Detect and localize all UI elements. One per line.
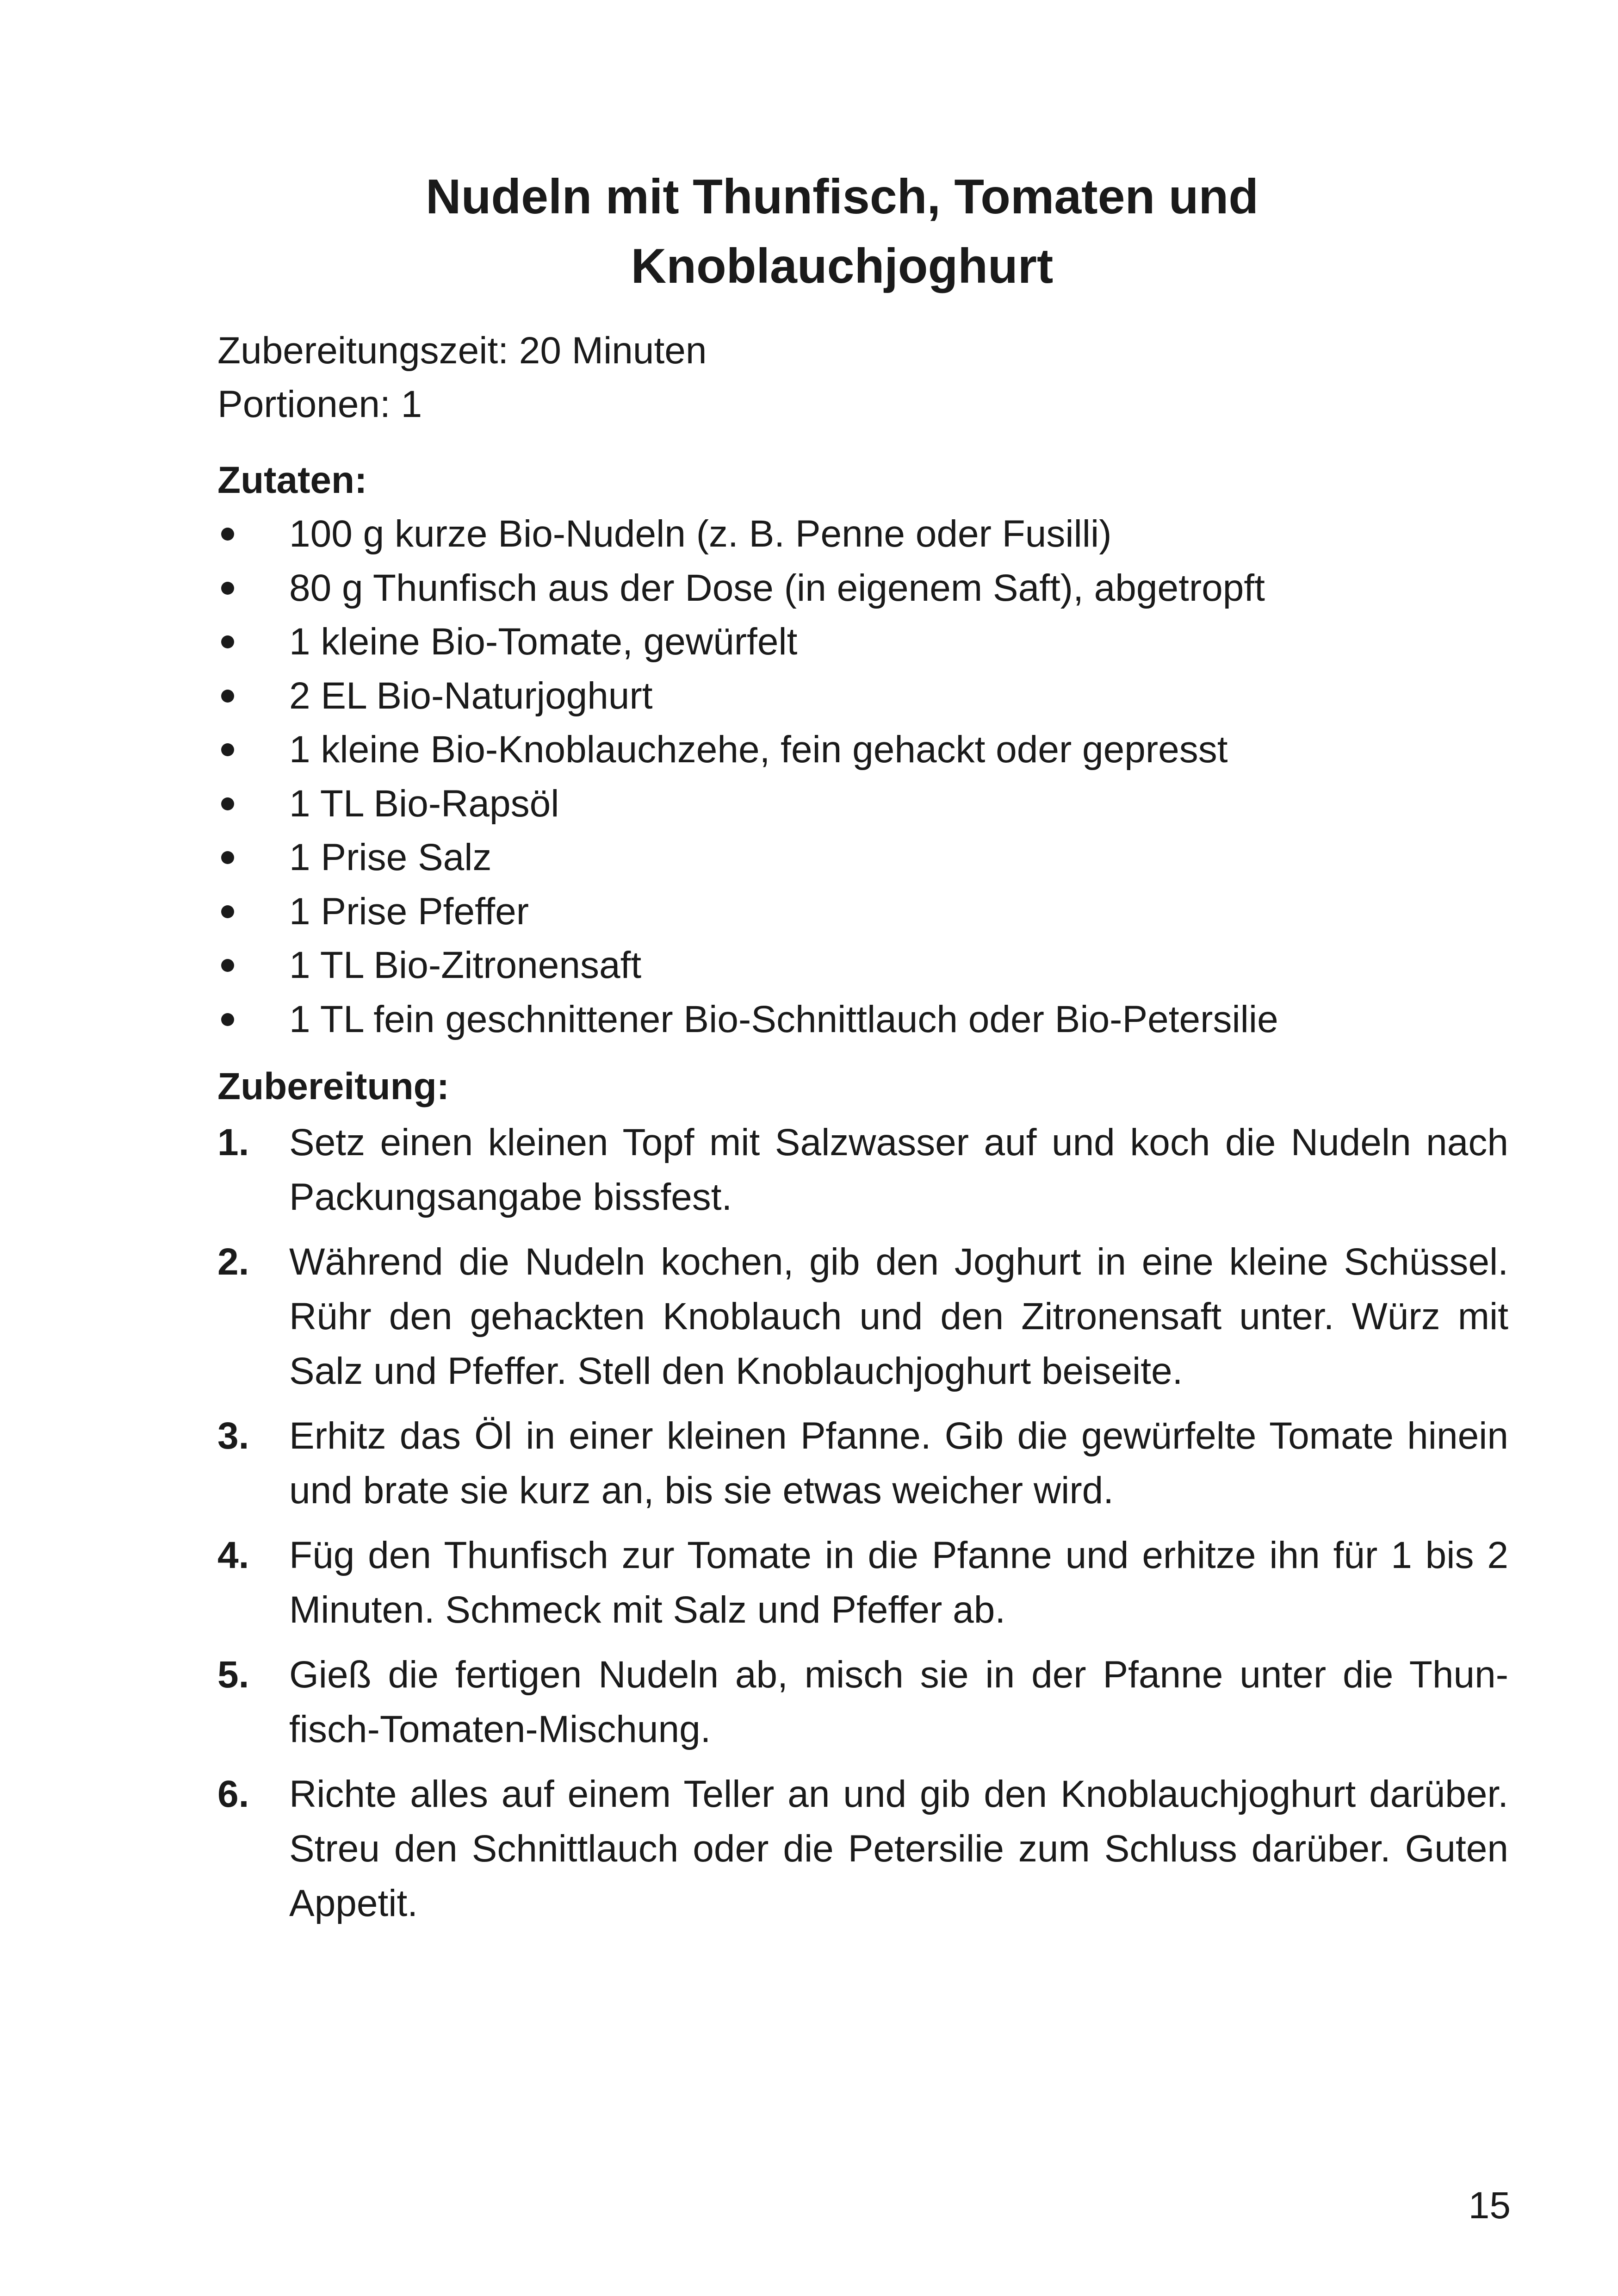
- step-number: 3.: [217, 1415, 249, 1457]
- bullet-icon: [221, 959, 234, 972]
- bullet-icon: [221, 635, 234, 648]
- recipe-title-line-1: Nudeln mit Thunfisch, Tomaten und: [426, 169, 1258, 224]
- ingredients-list: [217, 507, 1278, 1046]
- step-item: [217, 1235, 1508, 1399]
- ingredient-text: 1 TL Bio-Zitronensaft: [289, 944, 642, 986]
- step-number: 5.: [217, 1654, 249, 1696]
- ingredient-item: [217, 507, 1278, 561]
- steps-list: [217, 1115, 1508, 1941]
- recipe-title-line-2: Knoblauchjoghurt: [631, 239, 1054, 293]
- step-text: Erhitz das Öl in einer kleinen Pfanne. Gib die gewürfelte Tomate hinein und brate sie kurz an, bis sie etwas weicher wird.: [289, 1415, 1508, 1512]
- ingredient-item: [217, 669, 1278, 723]
- ingredient-item: [217, 615, 1278, 669]
- recipe-meta: [217, 324, 707, 431]
- step-number: 4.: [217, 1534, 249, 1576]
- step-item: [217, 1648, 1508, 1757]
- ingredient-item: [217, 831, 1278, 885]
- step-number: 2.: [217, 1241, 249, 1283]
- ingredient-text: 80 g Thunfisch aus der Dose (in eigenem Saft), abgetropft: [289, 566, 1265, 609]
- ingredient-text: 1 TL Bio-Rapsöl: [289, 782, 559, 825]
- portions: Portionen: 1: [217, 383, 422, 425]
- ingredient-text: 100 g kurze Bio-Nudeln (z. B. Penne oder Fusilli): [289, 513, 1112, 555]
- recipe-title: [217, 162, 1467, 301]
- bullet-icon: [221, 905, 234, 918]
- step-text: Richte alles auf einem Teller an und gib den Knoblauchjoghurt darüber. Streu den Schnittlauch oder die Petersilie zum Schluss darüber. Guten Appetit.: [289, 1773, 1508, 1924]
- step-number: 1.: [217, 1121, 249, 1164]
- ingredient-text: 1 kleine Bio-Knoblauchzehe, fein gehackt oder gepresst: [289, 728, 1228, 771]
- steps-heading: Zubereitung:: [217, 1065, 450, 1108]
- bullet-icon: [221, 851, 234, 864]
- bullet-icon: [221, 582, 234, 595]
- step-text: Während die Nudeln kochen, gib den Joghurt in eine kleine Schüssel. Rühr den gehackten Knoblauch und den Zitronensaft unter. Würz mit Salz und Pfeffer. Stell den Knoblauchjoghurt beiseite.: [289, 1241, 1508, 1392]
- bullet-icon: [221, 1013, 234, 1026]
- ingredient-item: [217, 723, 1278, 777]
- step-item: [217, 1115, 1508, 1225]
- ingredient-item: [217, 885, 1278, 939]
- bullet-icon: [221, 743, 234, 756]
- bullet-icon: [221, 797, 234, 810]
- ingredient-text: 1 Prise Salz: [289, 836, 492, 878]
- ingredient-text: 2 EL Bio-Naturjoghurt: [289, 674, 653, 717]
- ingredient-item: [217, 939, 1278, 993]
- step-item: [217, 1409, 1508, 1518]
- step-text: Füg den Thunfisch zur Tomate in die Pfanne und erhitze ihn für 1 bis 2 Minuten. Schmeck mit Salz und Pfeffer ab.: [289, 1534, 1508, 1631]
- ingredients-heading: Zutaten:: [217, 459, 367, 501]
- ingredient-text: 1 TL fein geschnittener Bio-Schnittlauch oder Bio-Petersilie: [289, 998, 1278, 1040]
- ingredient-item: [217, 561, 1278, 616]
- bullet-icon: [221, 690, 234, 703]
- ingredient-text: 1 kleine Bio-Tomate, gewürfelt: [289, 621, 798, 663]
- step-item: [217, 1528, 1508, 1637]
- step-item: [217, 1767, 1508, 1931]
- step-text: Setz einen kleinen Topf mit Salzwasser auf und koch die Nudeln nach Packungsangabe bissfest.: [289, 1121, 1508, 1218]
- page-number: 15: [1468, 2184, 1511, 2227]
- ingredient-text: 1 Prise Pfeffer: [289, 890, 529, 933]
- ingredient-item: [217, 777, 1278, 831]
- prep-time: Zubereitungszeit: 20 Minuten: [217, 330, 707, 372]
- ingredient-item: [217, 993, 1278, 1047]
- step-number: 6.: [217, 1773, 249, 1815]
- step-text: Gieß die fertigen Nudeln ab, misch sie in der Pfanne unter die Thunfisch-Tomaten-Mischung.: [289, 1654, 1508, 1750]
- bullet-icon: [221, 528, 234, 541]
